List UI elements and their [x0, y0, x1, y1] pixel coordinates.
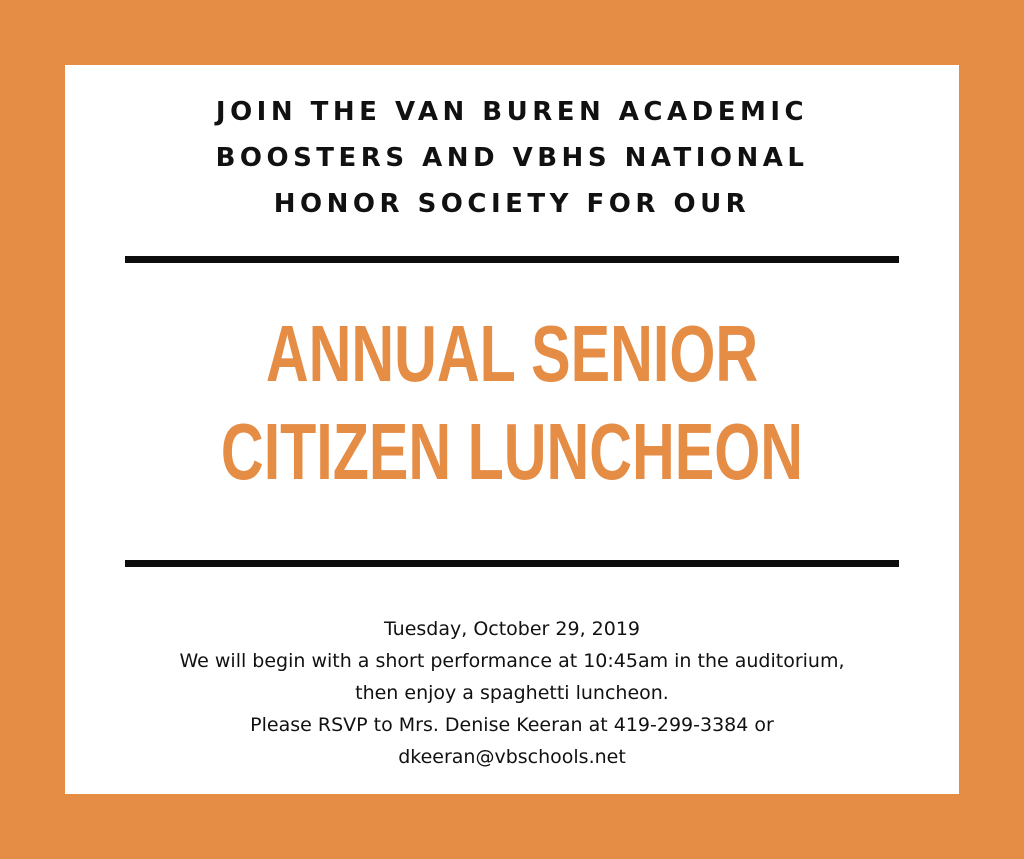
details-line-3: then enjoy a spaghetti luncheon. [355, 682, 669, 704]
intro-line-2: BOOSTERS AND VBHS NATIONAL [215, 143, 809, 173]
intro-line-1: JOIN THE VAN BUREN ACADEMIC [215, 97, 809, 127]
event-date: Tuesday, October 29, 2019 [383, 618, 641, 640]
event-details [65, 613, 959, 773]
intro-text [65, 89, 959, 227]
top-divider [125, 256, 899, 263]
flyer-card [65, 65, 959, 794]
event-title [65, 305, 959, 501]
details-line-4: Please RSVP to Mrs. Denise Keeran at 419-299-3384 or [250, 714, 774, 736]
bottom-divider [125, 560, 899, 567]
details-line-2: We will begin with a short performance at 10:45am in the auditorium, [179, 650, 845, 672]
event-title-line-2: CITIZEN LUNCHEON [220, 407, 804, 496]
rsvp-email: dkeeran@vbschools.net [398, 746, 626, 768]
intro-line-3: HONOR SOCIETY FOR OUR [273, 189, 751, 219]
event-title-line-1: ANNUAL SENIOR [265, 309, 759, 398]
